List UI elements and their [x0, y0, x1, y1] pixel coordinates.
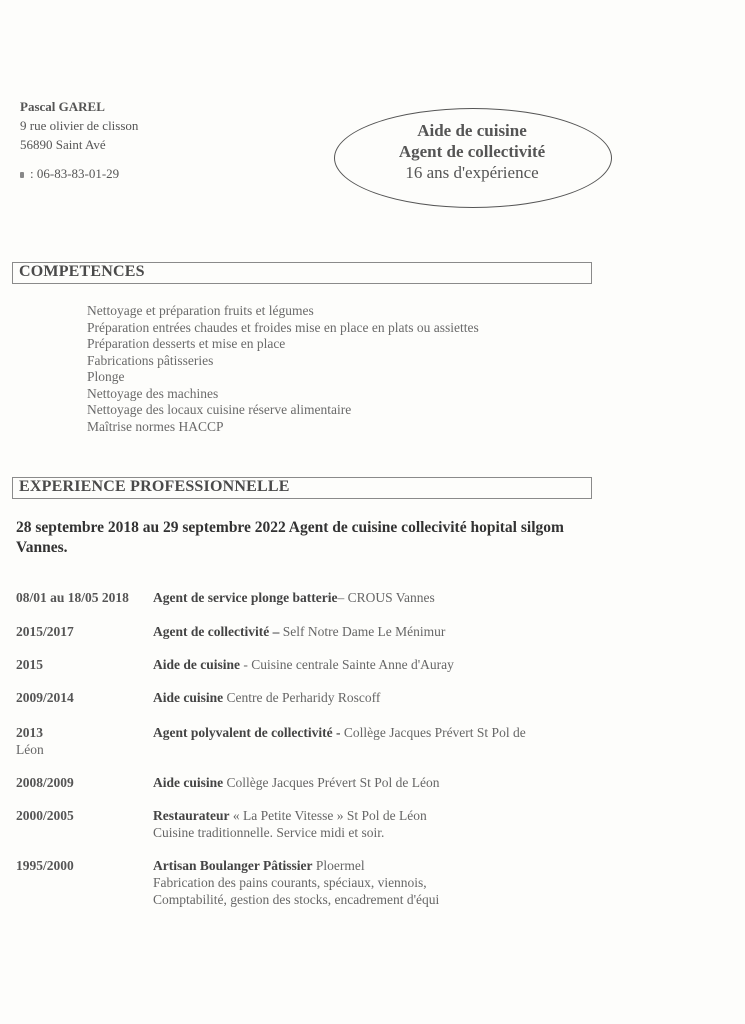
contact-name: Pascal GAREL — [20, 99, 105, 114]
entry-place: – CROUS Vannes — [337, 590, 435, 605]
contact-block — [20, 97, 138, 183]
list-item: Préparation entrées chaudes et froides mise en place en plats ou assiettes — [87, 319, 479, 335]
entry-role: Agent de collectivité – — [153, 624, 280, 639]
entry-role: Artisan Boulanger Pâtissier — [153, 858, 313, 873]
entry-period: 2013 — [16, 725, 43, 740]
entry-place-wrap: Léon — [16, 742, 44, 757]
entry-detail: Fabrication des pains courants, spéciaux, viennois, — [153, 875, 427, 890]
entry-place: Centre de Perharidy Roscoff — [223, 690, 381, 705]
entry-role: Aide cuisine — [153, 775, 224, 790]
job-title-1: Aide de cuisine — [417, 121, 527, 140]
entry-period: 2015/2017 — [16, 624, 74, 639]
list-item: Préparation desserts et mise en place — [87, 336, 286, 351]
entry-place: « La Petite Vitesse » St Pol de Léon — [229, 808, 427, 823]
competences-list — [87, 303, 479, 435]
entry-role: Aide cuisine — [153, 690, 224, 705]
entry-place: Ploermel — [312, 858, 365, 873]
current-position-headline: 28 septembre 2018 au 29 septembre 2022 Agent de cuisine collecivité hopital silgom Vannes. — [16, 519, 564, 556]
list-item: Plonge — [87, 369, 125, 384]
entry-period: 08/01 au 18/05 2018 — [16, 590, 129, 605]
entry-period: 2008/2009 — [16, 775, 74, 790]
address-line-1: 9 rue olivier de clisson — [20, 118, 139, 133]
list-item: Fabrications pâtisseries — [87, 352, 214, 368]
entry-period: 2000/2005 — [16, 808, 74, 823]
entry-place: Self Notre Dame Le Ménimur — [279, 624, 446, 639]
phone-number: : 06-83-83-01-29 — [30, 166, 120, 181]
entry-place: Collège Jacques Prévert St Pol de — [340, 725, 526, 740]
entry-detail: Comptabilité, gestion des stocks, encadrement d'équi — [153, 892, 440, 907]
phone-icon — [20, 172, 24, 178]
job-title-2: Agent de collectivité — [398, 142, 546, 161]
experience-section-header — [12, 477, 592, 499]
phone-row — [20, 164, 138, 183]
entry-place: Collège Jacques Prévert St Pol de Léon — [223, 775, 440, 790]
address-line-2: 56890 Saint Avé — [20, 137, 106, 152]
entry-role: Aide de cuisine — [153, 657, 241, 672]
experience-entry — [16, 724, 596, 758]
competences-heading: COMPETENCES — [19, 263, 145, 280]
competences-section-header — [12, 262, 592, 284]
entry-role: Restaurateur — [153, 808, 230, 823]
list-item: Maîtrise normes HACCP — [87, 418, 224, 434]
entry-period: 2009/2014 — [16, 690, 74, 705]
entry-role: Agent polyvalent de collectivité - — [153, 725, 341, 740]
title-oval-text — [334, 120, 610, 183]
entry-period: 1995/2000 — [16, 858, 74, 873]
entry-period: 2015 — [16, 657, 43, 672]
entry-detail: Cuisine traditionnelle. Service midi et soir. — [153, 825, 385, 840]
list-item: Nettoyage des machines — [87, 385, 219, 401]
experience-years: 16 ans d'expérience — [405, 163, 539, 182]
list-item: Nettoyage et préparation fruits et légumes — [87, 303, 314, 318]
experience-heading: EXPERIENCE PROFESSIONNELLE — [19, 478, 290, 495]
entry-role: Agent de service plonge batterie — [153, 590, 338, 605]
entry-place: - Cuisine centrale Sainte Anne d'Auray — [240, 657, 454, 672]
list-item: Nettoyage des locaux cuisine réserve alimentaire — [87, 402, 352, 417]
